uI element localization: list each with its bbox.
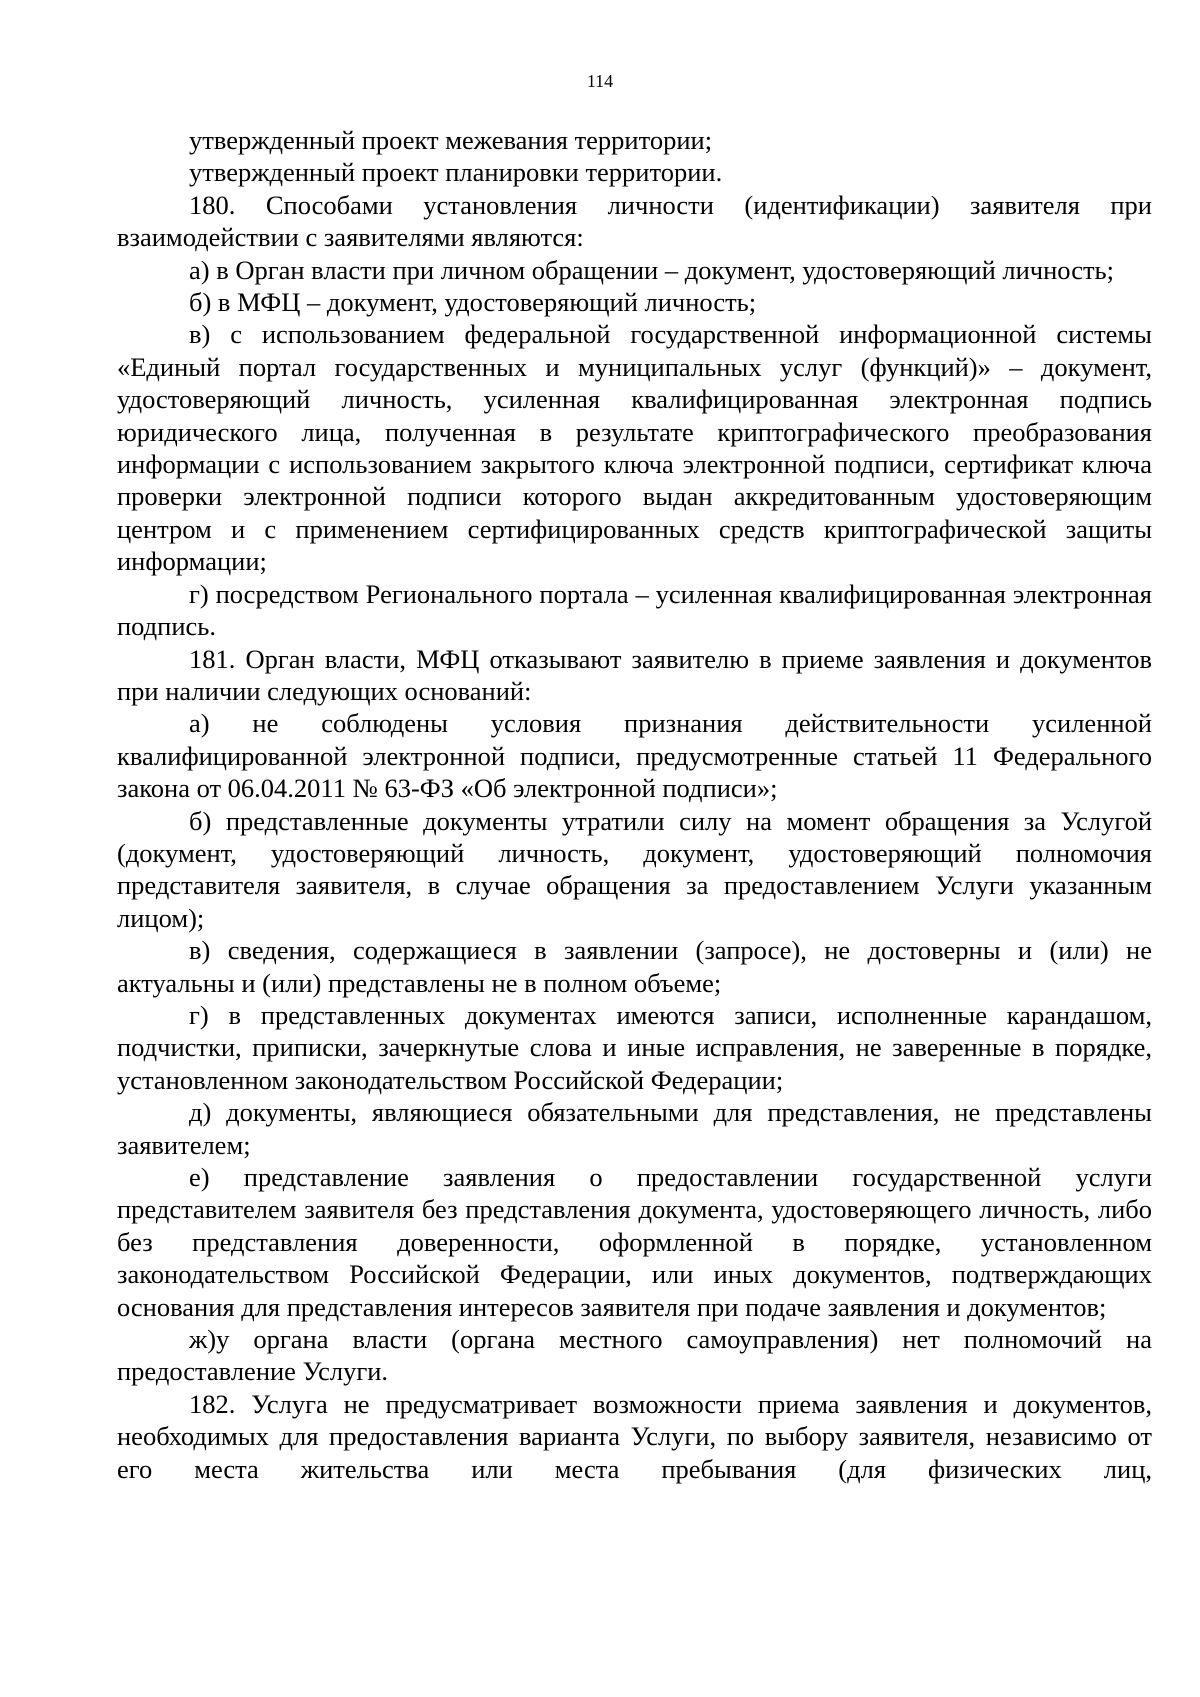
paragraph-181-v-inaccurate-information: в) сведения, содержащиеся в заявлении (запросе), не достоверны и (или) не актуальны и (или) представлены не в полном объеме;	[117, 935, 1152, 998]
paragraph-180-b-mfc: б) в МФЦ – документ, удостоверяющий личность;	[189, 287, 757, 318]
paragraph-180-v-unified-portal: в) с использованием федеральной государственной информационной системы «Единый портал государственных и муниципальных услуг (функций)» – документ, удостоверяющий личность, усиленная квалифицированная электронная подпись юридического лица, полученная в результате криптографического преобразования информации с использованием закрытого ключа электронной подписи, сертификат ключа проверки электронной подписи которого выдан аккредитованным удостоверяющим центром и с применением сертифицированных средств криптографической защиты информации;	[117, 319, 1152, 577]
paragraph-181-d-missing-documents: д) документы, являющиеся обязательными для представления, не представлены заявителем;	[117, 1097, 1152, 1160]
paragraph-181-b-expired-documents: б) представленные документы утратили силу на момент обращения за Услугой (документ, удостоверяющий личность, документ, удостоверяющий полномочия представителя заявителя, в случае обращения за предоставлением Услуги указанным лицом);	[117, 805, 1152, 933]
paragraph-territory-planning-project: утвержденный проект планировки территории.	[189, 157, 723, 188]
paragraph-territory-survey-project: утвержденный проект межевания территории;	[189, 125, 713, 155]
paragraph-182-service-location: 182. Услуга не предусматривает возможности приема заявления и документов, необходимых для предоставления варианта Услуги, по выбору заявителя, независимо от его места жительства или места пребывания (для физических лиц,	[117, 1388, 1152, 1484]
paragraph-181-e-representative: е) представление заявления о предоставлении государственной услуги представителем заявителя без представления документа, удостоверяющего личность, либо без представления доверенности, оформленной в порядке, установленном законодательством Российской Федерации, или иных документов, подтверждающих основания для представления интересов заявителя при подаче заявления и документов;	[117, 1162, 1152, 1322]
document-body	[117, 124, 1152, 1485]
paragraph-181-a-signature-conditions: а) не соблюдены условия признания действительности усиленной квалифицированной электронной подписи, предусмотренные статьей 11 Федерального закона от 06.04.2011 № 63-ФЗ «Об электронной подписи»;	[117, 708, 1152, 804]
paragraph-180-g-regional-portal: г) посредством Регионального портала – усиленная квалифицированная электронная подпись.	[117, 578, 1152, 642]
paragraph-181-g-corrections: г) в представленных документах имеются записи, исполненные карандашом, подчистки, приписки, зачеркнутые слова и иные исправления, не заверенные в порядке, установленном законодательством Российской Федерации;	[117, 999, 1152, 1095]
paragraph-181-refusal-grounds: 181. Орган власти, МФЦ отказывают заявителю в приеме заявления и документов при наличии следующих оснований:	[117, 643, 1152, 706]
paragraph-181-zh-no-authority: ж)у органа власти (органа местного самоуправления) нет полномочий на предоставление Услуги.	[117, 1324, 1152, 1387]
paragraph-180-identification-methods: 180. Способами установления личности (идентификации) заявителя при взаимодействии с заявителями являются:	[117, 189, 1152, 253]
paragraph-180-a-authority: а) в Орган власти при личном обращении – документ, удостоверяющий личность;	[189, 254, 1114, 285]
page-number: 114	[586, 71, 614, 91]
